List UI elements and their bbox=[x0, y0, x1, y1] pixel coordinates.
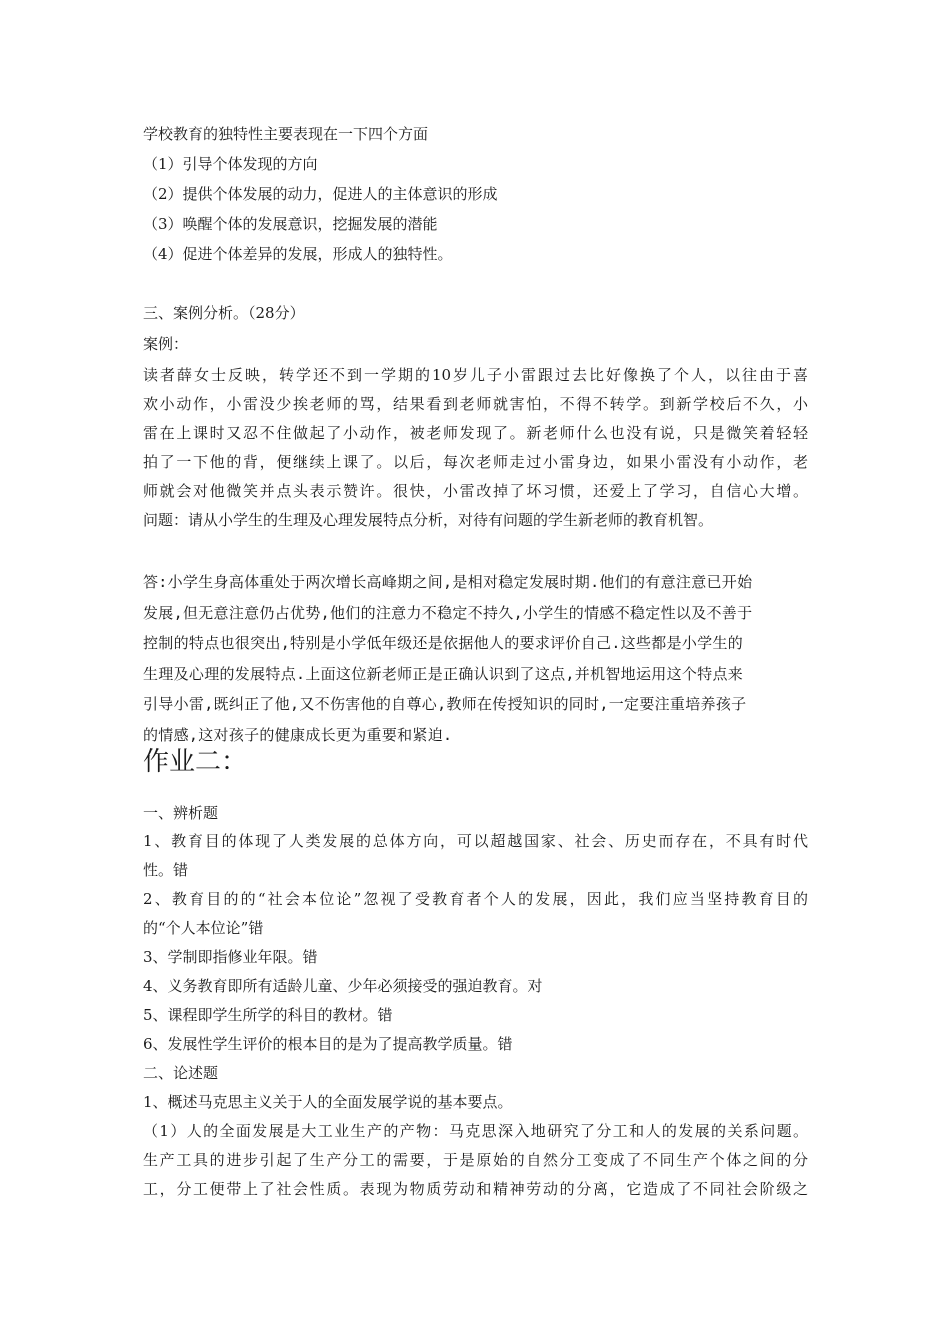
case-label: 案例： bbox=[143, 335, 189, 353]
case-line: 读者薛女士反映，转学还不到一学期的10岁儿子小雷跟过去比好像换了个人，以往由于喜 bbox=[143, 366, 808, 384]
essay-question: 1、概述马克思主义关于人的全面发展学说的基本要点。 bbox=[143, 1093, 513, 1111]
uniqueness-point: （2）提供个体发展的动力，促进人的主体意识的形成 bbox=[143, 185, 498, 203]
uniqueness-point: （4）促进个体差异的发展，形成人的独特性。 bbox=[143, 245, 453, 263]
essay-line: 工，分工便带上了社会性质。表现为物质劳动和精神劳动的分离，它造成了不同社会阶级之 bbox=[143, 1180, 808, 1198]
case-question: 问题：请从小学生的生理及心理发展特点分析，对待有问题的学生新老师的教育机智。 bbox=[143, 511, 714, 529]
answer-line: 发展,但无意注意仍占优势,他们的注意力不稳定不持久,小学生的情感不稳定性以及不善于 bbox=[143, 603, 753, 622]
essay-line: 生产工具的进步引起了生产分工的需要，于是原始的自然分工变成了不同生产个体之间的分 bbox=[143, 1151, 808, 1169]
answer-line: 生理及心理的发展特点.上面这位新老师正是正确认识到了这点,并机智地运用这个特点来 bbox=[143, 664, 744, 683]
case-line: 雷在上课时又忍不住做起了小动作，被老师发现了。新老师什么也没有说，只是微笑着轻轻 bbox=[143, 424, 808, 442]
uniqueness-point: （1）引导个体发现的方向 bbox=[143, 155, 318, 173]
judgment-item: 的“个人本位论”错 bbox=[143, 919, 264, 937]
judgment-item: 6、发展性学生评价的根本目的是为了提高教学质量。错 bbox=[143, 1035, 513, 1053]
judgment-item: 5、课程即学生所学的科目的教材。错 bbox=[143, 1006, 393, 1024]
answer-line: 控制的特点也很突出,特别是小学低年级还是依据他人的要求评价自己.这些都是小学生的 bbox=[143, 634, 744, 652]
case-line: 师就会对他微笑并点头表示赞许。很快，小雷改掉了坏习惯，还爱上了学习，自信心大增。 bbox=[143, 482, 808, 500]
judgment-item: 4、义务教育即所有适龄儿童、少年必须接受的强迫教育。对 bbox=[143, 977, 543, 995]
judgment-item: 1、教育目的体现了人类发展的总体方向，可以超越国家、社会、历史而存在，不具有时代 bbox=[143, 832, 808, 850]
judgment-list bbox=[143, 827, 808, 1204]
judgment-item: 2、教育目的的“社会本位论”忽视了受教育者个人的发展，因此，我们应当坚持教育目的 bbox=[143, 890, 808, 908]
answer-line: 答:小学生身高体重处于两次增长高峰期之间,是相对稳定发展时期.他们的有意注意已开始 bbox=[143, 573, 753, 591]
answer-line: 的情感,这对孩子的健康成长更为重要和紧迫. bbox=[143, 725, 453, 744]
homework-title: 作业二： bbox=[143, 747, 248, 777]
case-line: 拍了一下他的背，便继续上课了。以后，每次老师走过小雷身边，如果小雷没有小动作，老 bbox=[143, 453, 808, 471]
essay-line: （1）人的全面发展是大工业生产的产物：马克思深入地研究了分工和人的发展的关系问题。 bbox=[143, 1122, 808, 1140]
case-paragraph bbox=[143, 361, 808, 535]
answer-line: 引导小雷,既纠正了他,又不伤害他的自尊心,教师在传授知识的同时,一定要注重培养孩子 bbox=[143, 695, 747, 713]
uniqueness-intro: 学校教育的独特性主要表现在一下四个方面 bbox=[143, 125, 429, 143]
case-line: 欢小动作，小雷没少挨老师的骂，结果看到老师就害怕，不得不转学。到新学校后不久，小 bbox=[143, 395, 808, 413]
uniqueness-point: （3）唤醒个体的发展意识，挖掘发展的潜能 bbox=[143, 215, 438, 233]
judgment-item: 性。错 bbox=[143, 861, 189, 879]
essay-section-heading: 二、论述题 bbox=[143, 1064, 219, 1082]
judgment-item: 3、学制即指修业年限。错 bbox=[143, 948, 318, 966]
answer-paragraph bbox=[143, 567, 808, 750]
case-analysis-heading: 三、案例分析。（28分） bbox=[143, 304, 305, 322]
judgment-section-heading: 一、辨析题 bbox=[143, 804, 219, 822]
